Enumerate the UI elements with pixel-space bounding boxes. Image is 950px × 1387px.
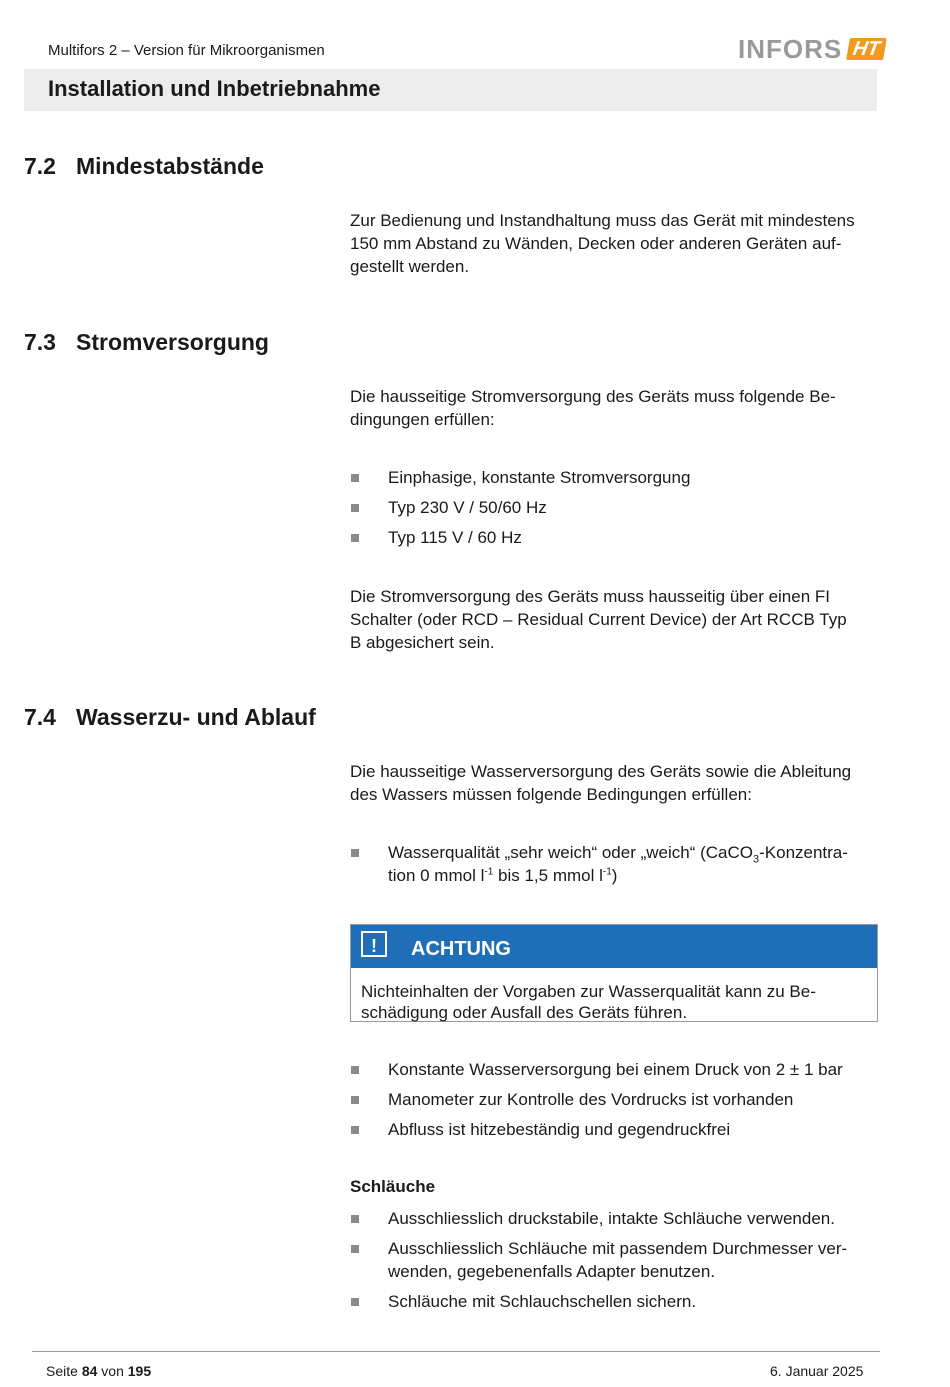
bullet-square-icon <box>351 1066 359 1074</box>
bullet-square-icon <box>351 1215 359 1223</box>
notice-line: schädigung oder Ausfall des Geräts führen. <box>361 1003 688 1022</box>
section-7-2-paragraph <box>350 209 880 278</box>
paragraph-line: Die hausseitige Wasserversorgung des Geräts sowie die Ableitung <box>350 762 852 781</box>
bullet-square-icon <box>351 534 359 542</box>
section-heading-7-4 <box>24 704 316 731</box>
list-item: Ausschliesslich Schläuche mit passendem Durchmesser ver- wenden, gegebenenfalls Adapter benutzen. <box>350 1237 880 1283</box>
bullet-square-icon <box>351 1096 359 1104</box>
bullet-square-icon <box>351 1126 359 1134</box>
bullet-square-icon <box>351 1298 359 1306</box>
footer-date: 6. Januar 2025 <box>770 1363 864 1379</box>
bullet-square-icon <box>351 1245 359 1253</box>
chapter-title: Installation und Inbetriebnahme <box>48 76 381 101</box>
paragraph-line: Die hausseitige Stromversorgung des Geräts muss folgende Be- <box>350 387 836 406</box>
power-requirements-list <box>350 466 880 549</box>
paragraph-line: dingungen erfüllen: <box>350 410 495 429</box>
caution-notice <box>350 924 878 1022</box>
section-title: Mindestabstände <box>76 153 264 179</box>
notice-body <box>361 981 861 1023</box>
logo-mark: HT <box>846 38 887 60</box>
section-title: Stromversorgung <box>76 329 269 355</box>
logo-text: INFORS <box>738 33 843 64</box>
notice-line: Nichteinhalten der Vorgaben zur Wasserqualität kann zu Be- <box>361 982 816 1001</box>
hoses-heading: Schläuche <box>350 1177 436 1196</box>
section-number: 7.3 <box>24 329 56 355</box>
list-item: Typ 230 V / 50/60 Hz <box>350 496 880 519</box>
list-item: Abfluss ist hitzebeständig und gegendruckfrei <box>350 1118 880 1141</box>
list-item: Ausschliesslich druckstabile, intakte Schläuche verwenden. <box>350 1207 880 1230</box>
notice-header <box>351 925 877 968</box>
paragraph-line: des Wassers müssen folgende Bedingungen erfüllen: <box>350 785 752 804</box>
document-title: Multifors 2 – Version für Mikroorganismen <box>48 42 325 59</box>
section-7-3-intro <box>350 385 880 431</box>
bullet-square-icon <box>351 504 359 512</box>
paragraph-line: B abgesichert sein. <box>350 633 495 652</box>
paragraph-line: 150 mm Abstand zu Wänden, Decken oder anderen Geräten auf- <box>350 234 842 253</box>
section-7-3-outro <box>350 585 880 654</box>
section-7-4-intro <box>350 760 880 806</box>
exclamation-icon: ! <box>361 931 387 957</box>
list-item: Einphasige, konstante Stromversorgung <box>350 466 880 489</box>
footer-divider <box>32 1351 880 1352</box>
infors-ht-logo <box>738 34 885 64</box>
page-number: Seite 84 von 195 <box>46 1363 152 1379</box>
water-supply-list <box>350 1058 880 1141</box>
section-title: Wasserzu- und Ablauf <box>76 704 316 730</box>
paragraph-line: Zur Bedienung und Instandhaltung muss das Gerät mit mindestens <box>350 211 855 230</box>
list-item: Typ 115 V / 60 Hz <box>350 526 880 549</box>
notice-title: ACHTUNG <box>411 938 511 960</box>
list-item: Konstante Wasserversorgung bei einem Druck von 2 ± 1 bar <box>350 1058 880 1081</box>
water-quality-list <box>350 841 880 887</box>
hoses-list <box>350 1207 880 1313</box>
section-number: 7.2 <box>24 153 56 179</box>
paragraph-line: gestellt werden. <box>350 257 470 276</box>
section-heading-7-3 <box>24 329 269 356</box>
list-item: Schläuche mit Schlauchschellen sichern. <box>350 1290 880 1313</box>
bullet-square-icon <box>351 849 359 857</box>
list-item-water-quality: Wasserqualität „sehr weich“ oder „weich“ (CaCO$_3$-Konzentra- tion 0 mmol $l^{-1}$ bis 1,5 mmol $l^{-1}$) <box>350 841 880 887</box>
paragraph-line: Schalter (oder RCD – Residual Current Device) der Art RCCB Typ <box>350 610 847 629</box>
list-item: Manometer zur Kontrolle des Vordrucks ist vorhanden <box>350 1088 880 1111</box>
paragraph-line: Die Stromversorgung des Geräts muss hausseitig über einen FI <box>350 587 831 606</box>
section-number: 7.4 <box>24 704 56 730</box>
bullet-square-icon <box>351 474 359 482</box>
section-heading-7-2 <box>24 153 264 180</box>
